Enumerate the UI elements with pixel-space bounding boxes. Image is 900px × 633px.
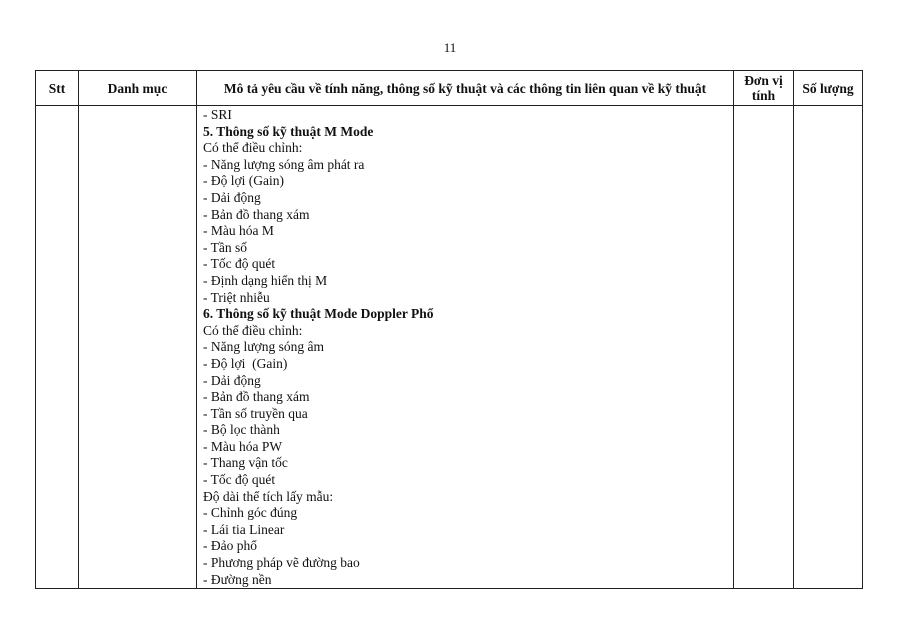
list-item: - Màu hóa M (203, 223, 274, 239)
cell-stt (36, 106, 79, 589)
list-item: Độ dài thể tích lấy mẫu: (203, 488, 334, 504)
list-item: - Lái tia Linear (203, 521, 285, 537)
description-list (197, 106, 733, 588)
list-item: - Đường nền (203, 571, 272, 587)
list-item: - Định dạng hiển thị M (203, 272, 328, 288)
list-item: - Độ lợi (Gain) (203, 173, 284, 189)
header-description: Mô tả yêu cầu về tính năng, thông số kỹ thuật và các thông tin liên quan về kỹ thuật (197, 71, 734, 106)
cell-quantity (794, 106, 863, 589)
list-item: - Bộ lọc thành (203, 422, 280, 438)
cell-unit (734, 106, 794, 589)
list-item: - Bản đồ thang xám (203, 389, 310, 405)
list-item: - Tần số truyền qua (203, 405, 308, 421)
list-item: - Đảo phổ (203, 538, 257, 554)
header-unit: Đơn vị tính (734, 71, 794, 106)
list-item: - Màu hóa PW (203, 438, 283, 454)
list-item: - Tốc độ quét (203, 256, 276, 272)
list-item: - Dải động (203, 189, 261, 205)
table-row (36, 106, 863, 589)
header-stt: Stt (36, 71, 79, 106)
section-heading: 6. Thông số kỹ thuật Mode Doppler Phổ (203, 306, 434, 322)
list-item: - SRI (203, 107, 232, 122)
list-item: - Tốc độ quét (203, 472, 276, 488)
header-quantity: Số lượng (794, 71, 863, 106)
list-item: - Dải động (203, 372, 261, 388)
list-item: Có thể điều chỉnh: (203, 140, 303, 156)
list-item: - Thang vận tốc (203, 455, 288, 471)
list-item: - Năng lượng sóng âm (203, 339, 324, 355)
list-item: - Chỉnh góc đúng (203, 505, 298, 521)
section-heading: 5. Thông số kỹ thuật M Mode (203, 123, 374, 139)
list-item: - Triệt nhiễu (203, 289, 270, 305)
list-item: - Năng lượng sóng âm phát ra (203, 156, 365, 172)
list-item: - Tần số (203, 239, 247, 255)
cell-category (79, 106, 197, 589)
list-item: - Phương pháp vẽ đường bao (203, 555, 360, 571)
list-item: - Độ lợi (Gain) (203, 355, 288, 371)
list-item: Có thể điều chỉnh: (203, 322, 303, 338)
list-item: - Bản đồ thang xám (203, 206, 310, 222)
page-number: 11 (443, 40, 457, 55)
cell-description (197, 106, 734, 589)
table-header-row (36, 71, 863, 106)
header-category: Danh mục (79, 71, 197, 106)
specification-table (35, 70, 863, 589)
